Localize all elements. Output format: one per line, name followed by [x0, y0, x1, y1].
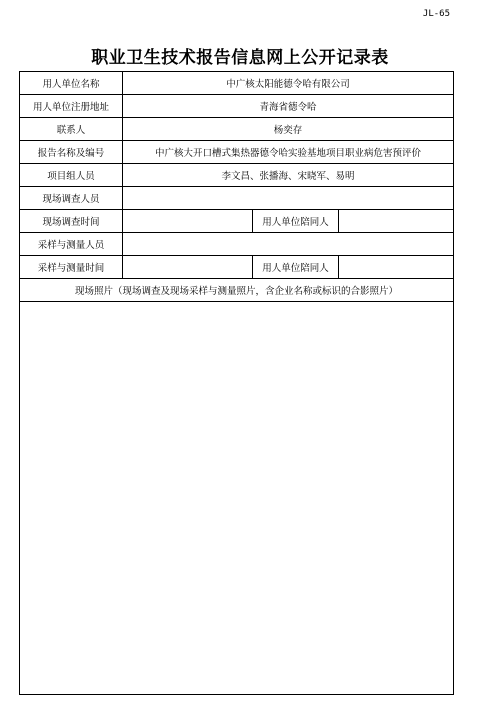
employer-name-label: 用人单位名称	[20, 72, 123, 95]
employer-name-value: 中广核太阳能德令哈有限公司	[123, 72, 454, 95]
survey-staff-label: 现场调查人员	[20, 187, 123, 210]
sampling-staff-value	[123, 233, 454, 256]
sampling-escort-label: 用人单位陪同人	[253, 256, 339, 279]
survey-staff-value	[123, 187, 454, 210]
table-row	[20, 187, 454, 210]
report-name-value: 中广核大开口槽式集热器德令哈实验基地项目职业病危害预评价	[123, 141, 454, 164]
contact-person-label: 联系人	[20, 118, 123, 141]
photo-area	[20, 302, 454, 695]
table-row	[20, 233, 454, 256]
sampling-time-value	[123, 256, 253, 279]
survey-escort-value	[339, 210, 454, 233]
photo-section-header: 现场照片（现场调查及现场采样与测量照片，含企业名称或标识的合影照片）	[20, 279, 454, 302]
record-form-table	[19, 71, 454, 695]
survey-time-label: 现场调查时间	[20, 210, 123, 233]
sampling-staff-label: 采样与测量人员	[20, 233, 123, 256]
table-row	[20, 302, 454, 695]
registered-address-value: 青海省德令哈	[123, 95, 454, 118]
contact-person-value: 杨奕存	[123, 118, 454, 141]
report-name-label: 报告名称及编号	[20, 141, 123, 164]
sampling-escort-value	[339, 256, 454, 279]
table-row	[20, 118, 454, 141]
page-title: 职业卫生技术报告信息网上公开记录表	[91, 48, 389, 68]
table-row	[20, 141, 454, 164]
table-row	[20, 256, 454, 279]
registered-address-label: 用人单位注册地址	[20, 95, 123, 118]
sampling-time-label: 采样与测量时间	[20, 256, 123, 279]
project-team-value: 李文昌、张播海、宋晓军、易明	[123, 164, 454, 187]
table-row	[20, 72, 454, 95]
table-row	[20, 210, 454, 233]
project-team-label: 项目组人员	[20, 164, 123, 187]
survey-escort-label: 用人单位陪同人	[253, 210, 339, 233]
document-code: JL-65	[422, 9, 450, 19]
table-row	[20, 164, 454, 187]
table-row	[20, 279, 454, 302]
table-row	[20, 95, 454, 118]
survey-time-value	[123, 210, 253, 233]
